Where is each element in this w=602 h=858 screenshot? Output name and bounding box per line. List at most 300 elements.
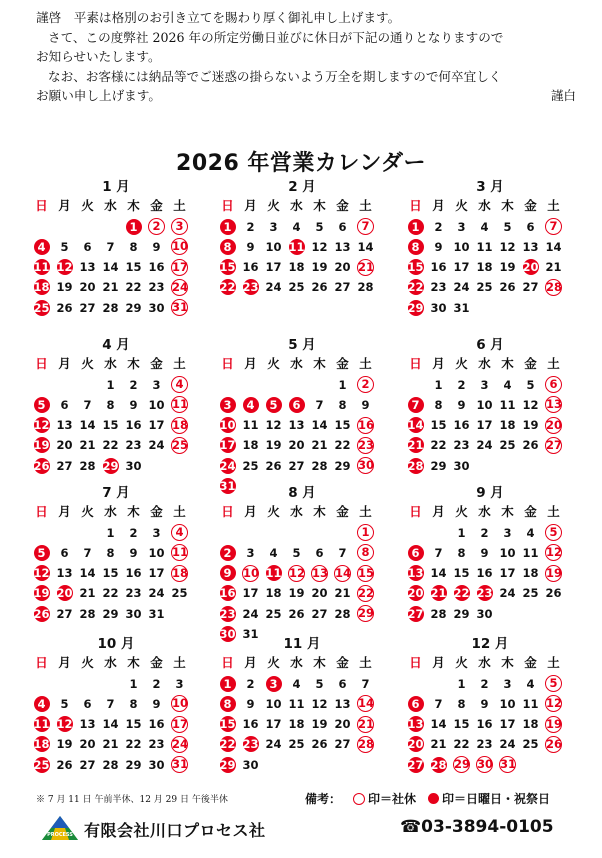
work-day: 18 <box>499 418 516 433</box>
legend-company-holiday <box>353 790 416 807</box>
work-day: 3 <box>480 377 489 392</box>
week-row <box>30 455 202 475</box>
work-day: 25 <box>288 280 305 295</box>
work-day: 17 <box>265 260 282 275</box>
company-holiday-day: 31 <box>172 757 189 772</box>
work-day: 13 <box>522 239 539 254</box>
work-day: 29 <box>430 458 447 473</box>
work-day: 2 <box>246 676 255 691</box>
holiday-day: 13 <box>407 566 424 581</box>
empty-day <box>308 374 331 394</box>
letter-line-4: なお、お客様には納品等でご迷惑の掛らないよう万全を期しますので何卒宜しく <box>48 68 502 84</box>
week-row <box>404 435 576 455</box>
work-day: 17 <box>148 418 165 433</box>
week-row <box>30 542 202 562</box>
work-day: 30 <box>242 757 259 772</box>
holiday-day: 27 <box>407 757 424 772</box>
work-day: 8 <box>129 239 138 254</box>
company-holiday-day: 31 <box>500 757 517 772</box>
work-day: 10 <box>148 397 165 412</box>
work-day: 20 <box>79 280 96 295</box>
holiday-day: 23 <box>476 586 493 601</box>
work-day: 17 <box>499 717 516 732</box>
week-row <box>404 734 576 754</box>
work-day: 2 <box>129 377 138 392</box>
weekday-label: 水 <box>478 198 491 214</box>
month-calendar <box>30 635 202 774</box>
week-row <box>404 673 576 693</box>
weekday-label: 火 <box>81 504 94 520</box>
work-day: 1 <box>457 525 466 540</box>
weekday-label: 木 <box>501 504 514 520</box>
work-day: 23 <box>453 438 470 453</box>
weekday-label: 土 <box>547 198 560 214</box>
work-day: 26 <box>545 586 562 601</box>
weekday-label: 金 <box>336 356 349 372</box>
holiday-day: 25 <box>33 757 50 772</box>
holiday-day: 29 <box>407 300 424 315</box>
company-holiday-day: 24 <box>172 279 189 294</box>
holiday-day: 23 <box>219 606 236 621</box>
work-day: 8 <box>457 696 466 711</box>
week-row <box>404 714 576 734</box>
holiday-day: 16 <box>219 586 236 601</box>
work-day: 28 <box>79 606 96 621</box>
week-row <box>30 435 202 455</box>
company-holiday-day: 1 <box>354 522 377 542</box>
work-day: 1 <box>106 377 115 392</box>
work-day: 7 <box>315 397 324 412</box>
company-holiday-day: 10 <box>172 696 189 711</box>
work-day: 14 <box>430 717 447 732</box>
work-day: 27 <box>311 606 328 621</box>
work-day: 14 <box>357 239 374 254</box>
holiday-day: 22 <box>453 586 470 601</box>
work-day: 20 <box>288 438 305 453</box>
work-day: 19 <box>265 438 282 453</box>
company-holiday-day: 11 <box>172 397 189 412</box>
work-day: 3 <box>269 219 278 234</box>
month-calendar <box>216 484 388 643</box>
weekday-header <box>404 354 576 374</box>
work-day: 16 <box>148 717 165 732</box>
work-day: 7 <box>106 696 115 711</box>
weekday-label: 木 <box>313 655 326 671</box>
legend-ring-text: 印＝社休 <box>368 792 417 806</box>
work-day: 13 <box>56 418 73 433</box>
holiday-day: 26 <box>33 458 50 473</box>
weekday-header <box>30 354 202 374</box>
work-day: 20 <box>79 737 96 752</box>
letter-closing: 謹白 <box>550 88 576 104</box>
weekday-label: 水 <box>104 655 117 671</box>
week-row <box>30 216 202 236</box>
empty-day <box>53 522 76 542</box>
empty-day <box>76 673 99 693</box>
work-day: 6 <box>60 397 69 412</box>
work-day: 12 <box>522 397 539 412</box>
work-day: 29 <box>102 606 119 621</box>
week-row <box>216 435 388 455</box>
empty-day <box>285 374 308 394</box>
weekday-label: 火 <box>81 198 94 214</box>
holiday-day: 20 <box>522 260 539 275</box>
work-day: 4 <box>526 676 535 691</box>
holiday-day: 5 <box>30 394 53 414</box>
holiday-day: 11 <box>33 260 50 275</box>
month-name: 10 月 <box>97 636 135 652</box>
work-day: 2 <box>434 219 443 234</box>
empty-day <box>76 216 99 236</box>
holiday-day: 31 <box>219 478 236 493</box>
work-day: 23 <box>476 737 493 752</box>
week-row <box>30 583 202 603</box>
work-day: 9 <box>246 696 255 711</box>
week-row <box>404 277 576 297</box>
holiday-day: 15 <box>219 717 236 732</box>
work-day: 22 <box>453 737 470 752</box>
week-row <box>216 236 388 256</box>
holiday-day: 3 <box>216 394 239 414</box>
weekday-label: 土 <box>547 655 560 671</box>
work-day: 21 <box>79 586 96 601</box>
work-day: 24 <box>148 438 165 453</box>
work-day: 1 <box>338 377 347 392</box>
company-holiday-day: 22 <box>358 585 375 600</box>
holiday-day: 28 <box>430 757 447 772</box>
work-day: 30 <box>430 300 447 315</box>
week-row <box>216 673 388 693</box>
week-row <box>30 257 202 277</box>
company-holiday-day: 12 <box>546 696 563 711</box>
work-day: 27 <box>56 458 73 473</box>
work-day: 3 <box>503 525 512 540</box>
company-name: 有限会社川口プロセス社 <box>84 821 266 840</box>
work-day: 2 <box>457 377 466 392</box>
work-day: 12 <box>311 239 328 254</box>
work-day: 21 <box>102 280 119 295</box>
work-day: 23 <box>125 438 142 453</box>
work-day: 10 <box>148 545 165 560</box>
empty-day <box>53 216 76 236</box>
work-day: 9 <box>129 397 138 412</box>
work-day: 2 <box>480 525 489 540</box>
work-day: 18 <box>288 717 305 732</box>
holiday-day: 19 <box>33 586 50 601</box>
holiday-day: 17 <box>219 438 236 453</box>
week-row <box>404 693 576 713</box>
work-day: 14 <box>311 418 328 433</box>
holiday-day: 3 <box>262 673 285 693</box>
weekday-label: 水 <box>478 356 491 372</box>
work-day: 27 <box>79 300 96 315</box>
weekday-label: 火 <box>81 356 94 372</box>
work-day: 14 <box>79 418 96 433</box>
weekday-label: 火 <box>267 356 280 372</box>
empty-day <box>76 374 99 394</box>
weekday-label: 水 <box>104 198 117 214</box>
work-day: 13 <box>56 566 73 581</box>
work-day: 24 <box>265 280 282 295</box>
work-day: 2 <box>480 676 489 691</box>
weekday-label: 土 <box>359 198 372 214</box>
company-holiday-day: 27 <box>546 437 563 452</box>
weekday-label: 日 <box>409 198 422 214</box>
company-holiday-day: 7 <box>542 216 565 236</box>
weekday-label: 水 <box>290 356 303 372</box>
company-holiday-day: 16 <box>358 417 375 432</box>
work-day: 24 <box>453 280 470 295</box>
weekday-label: 金 <box>150 198 163 214</box>
work-day: 2 <box>152 676 161 691</box>
holiday-day: 23 <box>242 737 259 752</box>
holiday-day: 20 <box>407 737 424 752</box>
work-day: 30 <box>476 606 493 621</box>
weekday-label: 金 <box>524 504 537 520</box>
work-day: 6 <box>60 545 69 560</box>
work-day: 19 <box>288 586 305 601</box>
work-day: 4 <box>292 676 301 691</box>
holiday-day: 20 <box>407 586 424 601</box>
month-name: 9 月 <box>476 485 504 501</box>
weekday-label: 金 <box>150 655 163 671</box>
week-row <box>30 415 202 435</box>
weekday-label: 月 <box>244 655 257 671</box>
month-name: 2 月 <box>288 179 316 195</box>
work-day: 24 <box>148 586 165 601</box>
work-day: 19 <box>311 717 328 732</box>
company-holiday-day: 15 <box>358 565 375 580</box>
company-holiday-day: 18 <box>172 565 189 580</box>
work-day: 30 <box>148 757 165 772</box>
company-holiday-day: 28 <box>546 279 563 294</box>
week-row <box>216 754 388 774</box>
work-day: 9 <box>480 545 489 560</box>
weekday-label: 土 <box>547 504 560 520</box>
work-day: 3 <box>503 676 512 691</box>
work-day: 22 <box>102 438 119 453</box>
work-day: 7 <box>106 239 115 254</box>
week-row <box>216 277 388 297</box>
holiday-day: 27 <box>407 606 424 621</box>
company-holiday-day: 23 <box>358 437 375 452</box>
company-holiday-day: 21 <box>358 716 375 731</box>
weekday-label: 日 <box>409 655 422 671</box>
week-row <box>30 374 202 394</box>
weekday-label: 土 <box>173 504 186 520</box>
work-day: 14 <box>102 260 119 275</box>
work-day: 13 <box>334 696 351 711</box>
filled-circle-icon <box>428 793 439 804</box>
work-day: 16 <box>148 260 165 275</box>
holiday-day: 8 <box>404 236 427 256</box>
empty-day <box>30 216 53 236</box>
empty-day <box>427 522 450 542</box>
weekday-label: 木 <box>501 655 514 671</box>
holiday-day: 8 <box>216 236 239 256</box>
weekday-label: 月 <box>432 198 445 214</box>
work-day: 26 <box>522 438 539 453</box>
work-day: 16 <box>242 260 259 275</box>
letter-line-5: お願い申し上げます。 <box>36 88 161 104</box>
work-day: 25 <box>171 586 188 601</box>
weekday-label: 日 <box>409 504 422 520</box>
work-day: 21 <box>79 438 96 453</box>
calendar-title: 2026 年営業カレンダー <box>176 151 426 176</box>
week-row <box>404 583 576 603</box>
holiday-day: 19 <box>33 438 50 453</box>
company-holiday-day: 14 <box>335 565 352 580</box>
work-day: 21 <box>430 737 447 752</box>
week-row <box>216 542 388 562</box>
month-calendar <box>404 635 576 774</box>
work-day: 1 <box>457 676 466 691</box>
work-day: 6 <box>338 676 347 691</box>
work-day: 28 <box>102 300 119 315</box>
company-holiday-day: 29 <box>358 606 375 621</box>
work-day: 7 <box>83 397 92 412</box>
work-day: 1 <box>434 377 443 392</box>
weekday-label: 金 <box>150 504 163 520</box>
weekday-label: 日 <box>35 655 48 671</box>
company-holiday-day: 2 <box>354 374 377 394</box>
holiday-day: 11 <box>33 717 50 732</box>
legend-label: 備考： <box>305 792 342 806</box>
work-day: 25 <box>288 737 305 752</box>
holiday-day: 6 <box>285 394 308 414</box>
weekday-label: 水 <box>290 504 303 520</box>
weekday-label: 土 <box>173 655 186 671</box>
holiday-day: 2 <box>216 542 239 562</box>
weekday-header <box>216 196 388 216</box>
work-day: 23 <box>430 280 447 295</box>
weekday-label: 金 <box>336 198 349 214</box>
work-day: 9 <box>480 696 489 711</box>
letter-line-3: お知らせいたします。 <box>36 49 161 65</box>
work-day: 17 <box>265 717 282 732</box>
week-row <box>404 603 576 623</box>
month-calendar <box>404 336 576 475</box>
empty-day <box>30 374 53 394</box>
work-day: 8 <box>129 696 138 711</box>
work-day: 10 <box>476 397 493 412</box>
work-day: 22 <box>125 737 142 752</box>
holiday-day: 6 <box>404 693 427 713</box>
work-day: 27 <box>522 280 539 295</box>
work-day: 27 <box>334 280 351 295</box>
work-day: 6 <box>315 545 324 560</box>
work-day: 8 <box>457 545 466 560</box>
work-day: 7 <box>338 545 347 560</box>
greeting-letter <box>36 8 576 106</box>
week-row <box>404 257 576 277</box>
week-row <box>216 374 388 394</box>
month-name: 4 月 <box>102 337 130 353</box>
week-row <box>30 693 202 713</box>
month-name: 11 月 <box>283 636 321 652</box>
month-name: 8 月 <box>288 485 316 501</box>
work-day: 14 <box>430 566 447 581</box>
work-day: 15 <box>334 418 351 433</box>
work-day: 13 <box>288 418 305 433</box>
work-day: 31 <box>148 606 165 621</box>
work-day: 29 <box>125 757 142 772</box>
work-day: 16 <box>476 717 493 732</box>
work-day: 26 <box>56 300 73 315</box>
weekday-label: 月 <box>244 356 257 372</box>
empty-day <box>285 522 308 542</box>
empty-day <box>53 374 76 394</box>
weekday-header <box>30 502 202 522</box>
holiday-day: 26 <box>33 606 50 621</box>
work-day: 1 <box>106 525 115 540</box>
company-holiday-day: 6 <box>542 374 565 394</box>
weekday-label: 月 <box>432 504 445 520</box>
work-day: 19 <box>56 280 73 295</box>
weekday-label: 木 <box>501 198 514 214</box>
work-day: 3 <box>457 219 466 234</box>
holiday-day: 18 <box>33 737 50 752</box>
company-holiday-day: 19 <box>546 565 563 580</box>
weekday-label: 日 <box>221 655 234 671</box>
holiday-day: 22 <box>219 280 236 295</box>
work-day: 12 <box>265 418 282 433</box>
weekday-label: 金 <box>336 655 349 671</box>
work-day: 17 <box>148 566 165 581</box>
work-day: 21 <box>102 737 119 752</box>
work-day: 26 <box>311 280 328 295</box>
work-day: 25 <box>265 606 282 621</box>
weekday-label: 月 <box>432 655 445 671</box>
work-day: 9 <box>457 397 466 412</box>
week-row <box>30 394 202 414</box>
work-day: 22 <box>430 438 447 453</box>
week-row <box>216 734 388 754</box>
work-day: 8 <box>338 397 347 412</box>
work-day: 14 <box>545 239 562 254</box>
work-day: 13 <box>79 717 96 732</box>
month-calendar <box>404 484 576 623</box>
month-name: 7 月 <box>102 485 130 501</box>
holiday-day: 13 <box>407 717 424 732</box>
work-day: 22 <box>102 586 119 601</box>
weekday-label: 火 <box>267 504 280 520</box>
weekday-label: 日 <box>409 356 422 372</box>
holiday-day: 20 <box>56 586 73 601</box>
work-day: 7 <box>434 545 443 560</box>
month-calendar <box>216 336 388 495</box>
work-day: 4 <box>292 219 301 234</box>
week-row <box>216 394 388 414</box>
work-day: 27 <box>79 757 96 772</box>
holiday-day: 11 <box>265 566 282 581</box>
empty-day <box>99 216 122 236</box>
holiday-day: 30 <box>219 626 236 641</box>
phone-number: ☎03-3894-0105 <box>400 817 554 837</box>
weekday-label: 日 <box>35 504 48 520</box>
work-day: 8 <box>434 397 443 412</box>
empty-day <box>76 522 99 542</box>
ring-circle-icon <box>353 793 365 805</box>
weekday-label: 金 <box>524 356 537 372</box>
work-day: 1 <box>129 676 138 691</box>
company-holiday-day: 4 <box>168 522 191 542</box>
legend-fill-text: 印＝日曜日・祝祭日 <box>442 792 551 806</box>
work-day: 15 <box>453 717 470 732</box>
company-holiday-day: 2 <box>145 216 168 236</box>
week-row <box>216 583 388 603</box>
holiday-day: 15 <box>407 260 424 275</box>
